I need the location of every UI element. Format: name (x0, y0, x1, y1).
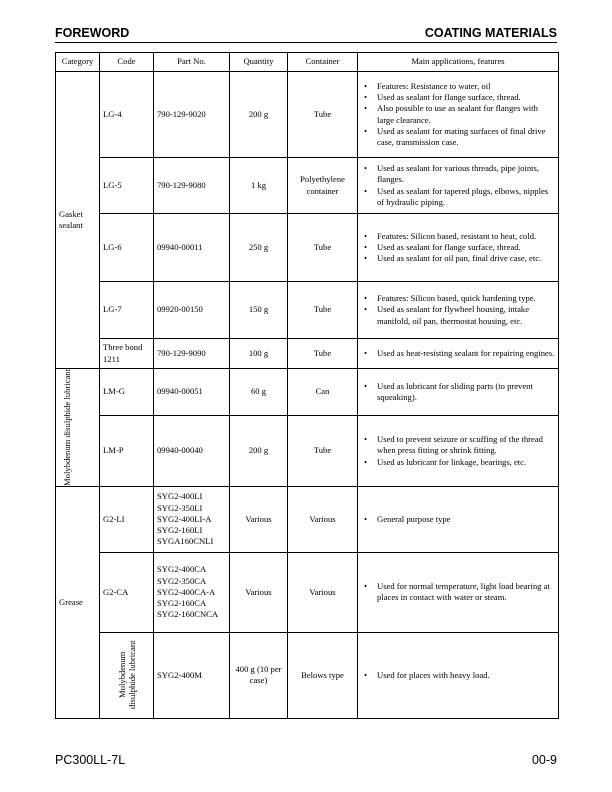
feature-item: • General purpose type (361, 514, 555, 525)
feature-item: • Used as lubricant for linkage, bearings, etc. (361, 457, 555, 468)
qty-cell: 1 kg (230, 158, 288, 214)
category-cell (56, 369, 100, 487)
part-cell (154, 552, 230, 632)
code-cell: Three bond 1211 (100, 339, 154, 369)
features-cell (358, 72, 559, 158)
part-number: SYG2-350LI (157, 502, 203, 513)
header-rule (55, 42, 557, 43)
feature-item: • Used as sealant for flange surface, thread. (361, 242, 555, 253)
features-cell (358, 552, 559, 632)
feature-item: • Used as sealant for oil pan, final drive case, etc. (361, 253, 555, 264)
code-cell: LG-7 (100, 282, 154, 339)
coating-materials-table (55, 52, 559, 719)
part-cell: 09940-00040 (154, 416, 230, 487)
column-header: Container (288, 53, 358, 72)
column-header: Quantity (230, 53, 288, 72)
part-cell: 09940-00011 (154, 214, 230, 282)
table-row (56, 282, 559, 339)
table-row (56, 552, 559, 632)
container-cell: Various (288, 552, 358, 632)
qty-cell: 150 g (230, 282, 288, 339)
container-cell: Belows type (288, 632, 358, 718)
features-cell (358, 214, 559, 282)
code-cell (100, 632, 154, 718)
table-row (56, 632, 559, 718)
qty-cell: 200 g (230, 72, 288, 158)
feature-item: • Used for places with heavy load. (361, 670, 555, 681)
features-cell (358, 339, 559, 369)
table-row (56, 339, 559, 369)
container-cell: Polyethylene container (288, 158, 358, 214)
header-left: FOREWORD (55, 26, 130, 40)
feature-item: • Used as sealant for mating surfaces of final drive case, transmission case. (361, 126, 555, 148)
feature-item: • Also possible to use as sealant for flanges with large clearance. (361, 103, 555, 125)
part-cell: 790-129-9020 (154, 72, 230, 158)
code-cell: LM-P (100, 416, 154, 487)
part-number: SYG2-400CA-A (157, 586, 216, 597)
table-row (56, 214, 559, 282)
part-number: SYG2-400CA (157, 564, 207, 575)
feature-item: • Used as lubricant for sliding parts (to prevent squeaking). (361, 381, 555, 403)
category-cell: Grease (56, 486, 100, 718)
qty-cell: Various (230, 486, 288, 552)
container-cell: Tube (288, 282, 358, 339)
table-row (56, 369, 559, 416)
container-cell: Tube (288, 339, 358, 369)
feature-item: • Used as heat-resisting sealant for repairing engines. (361, 348, 555, 359)
feature-item: • Used to prevent seizure or scuffing of the thread when press fitting or shrink fitting. (361, 434, 555, 456)
part-cell: 09920-00150 (154, 282, 230, 339)
feature-item: • Used as sealant for flywheel housing, intake manifold, oil pan, thermostat housing, etc. (361, 304, 555, 326)
column-header: Main applications, features (358, 53, 559, 72)
container-cell: Can (288, 369, 358, 416)
part-number: SYG2-400LI (157, 491, 203, 502)
part-cell: SYG2-400M (154, 632, 230, 718)
part-cell: 790-129-9090 (154, 339, 230, 369)
category-vertical-label: Molybdenum disulphide lubricant (61, 369, 72, 486)
features-cell (358, 416, 559, 487)
feature-item: • Features: Resistance to water, oil (361, 81, 555, 92)
feature-item: • Used as sealant for various threads, pipe joints, flanges. (361, 163, 555, 185)
code-cell: LG-4 (100, 72, 154, 158)
container-cell: Various (288, 486, 358, 552)
part-number: SYGA160CNLI (157, 536, 214, 547)
code-cell: G2-CA (100, 552, 154, 632)
table-row (56, 416, 559, 487)
part-cell: 790-129-9080 (154, 158, 230, 214)
code-cell: LM-G (100, 369, 154, 416)
features-cell (358, 486, 559, 552)
footer-page-number: 00-9 (531, 753, 557, 767)
qty-cell: 250 g (230, 214, 288, 282)
code-cell: LG-5 (100, 158, 154, 214)
qty-cell: 200 g (230, 416, 288, 487)
code-vertical-label: Molybdenum disulphide lubricant (116, 641, 137, 710)
features-cell (358, 282, 559, 339)
part-cell (154, 486, 230, 552)
part-number: SYG2-350CA (157, 575, 207, 586)
column-header: Part No. (154, 53, 230, 72)
table-row (56, 486, 559, 552)
table-row (56, 72, 559, 158)
part-cell: 09940-00051 (154, 369, 230, 416)
part-number: SYG2-400LI-A (157, 513, 212, 524)
column-header: Code (100, 53, 154, 72)
table-row (56, 158, 559, 214)
footer-model: PC300LL-7L (55, 753, 126, 767)
column-header: Category (56, 53, 100, 72)
code-cell: G2-LI (100, 486, 154, 552)
feature-item: • Used as sealant for tapered plugs, elbows, nipples of hydraulic piping. (361, 186, 555, 208)
table-header-row (56, 53, 559, 72)
category-cell: Gasket sealant (56, 72, 100, 369)
qty-cell: Various (230, 552, 288, 632)
feature-item: • Features: Silicon based, resistant to heat, cold. (361, 231, 555, 242)
part-number: SYG2-160CA (157, 598, 207, 609)
part-number: SYG2-160CNCA (157, 609, 219, 620)
part-number: SYG2-160LI (157, 525, 203, 536)
header-right: COATING MATERIALS (424, 26, 557, 40)
qty-cell: 100 g (230, 339, 288, 369)
feature-item: • Used as sealant for flange surface, thread. (361, 92, 555, 103)
features-cell (358, 158, 559, 214)
container-cell: Tube (288, 72, 358, 158)
code-cell: LG-6 (100, 214, 154, 282)
qty-cell: 400 g (10 per case) (230, 632, 288, 718)
qty-cell: 60 g (230, 369, 288, 416)
feature-item: • Features: Silicon based, quick hardening type. (361, 293, 555, 304)
feature-item: • Used for normal temperature, light load bearing at places in contact with water or steam. (361, 581, 555, 603)
features-cell (358, 632, 559, 718)
container-cell: Tube (288, 214, 358, 282)
features-cell (358, 369, 559, 416)
container-cell: Tube (288, 416, 358, 487)
